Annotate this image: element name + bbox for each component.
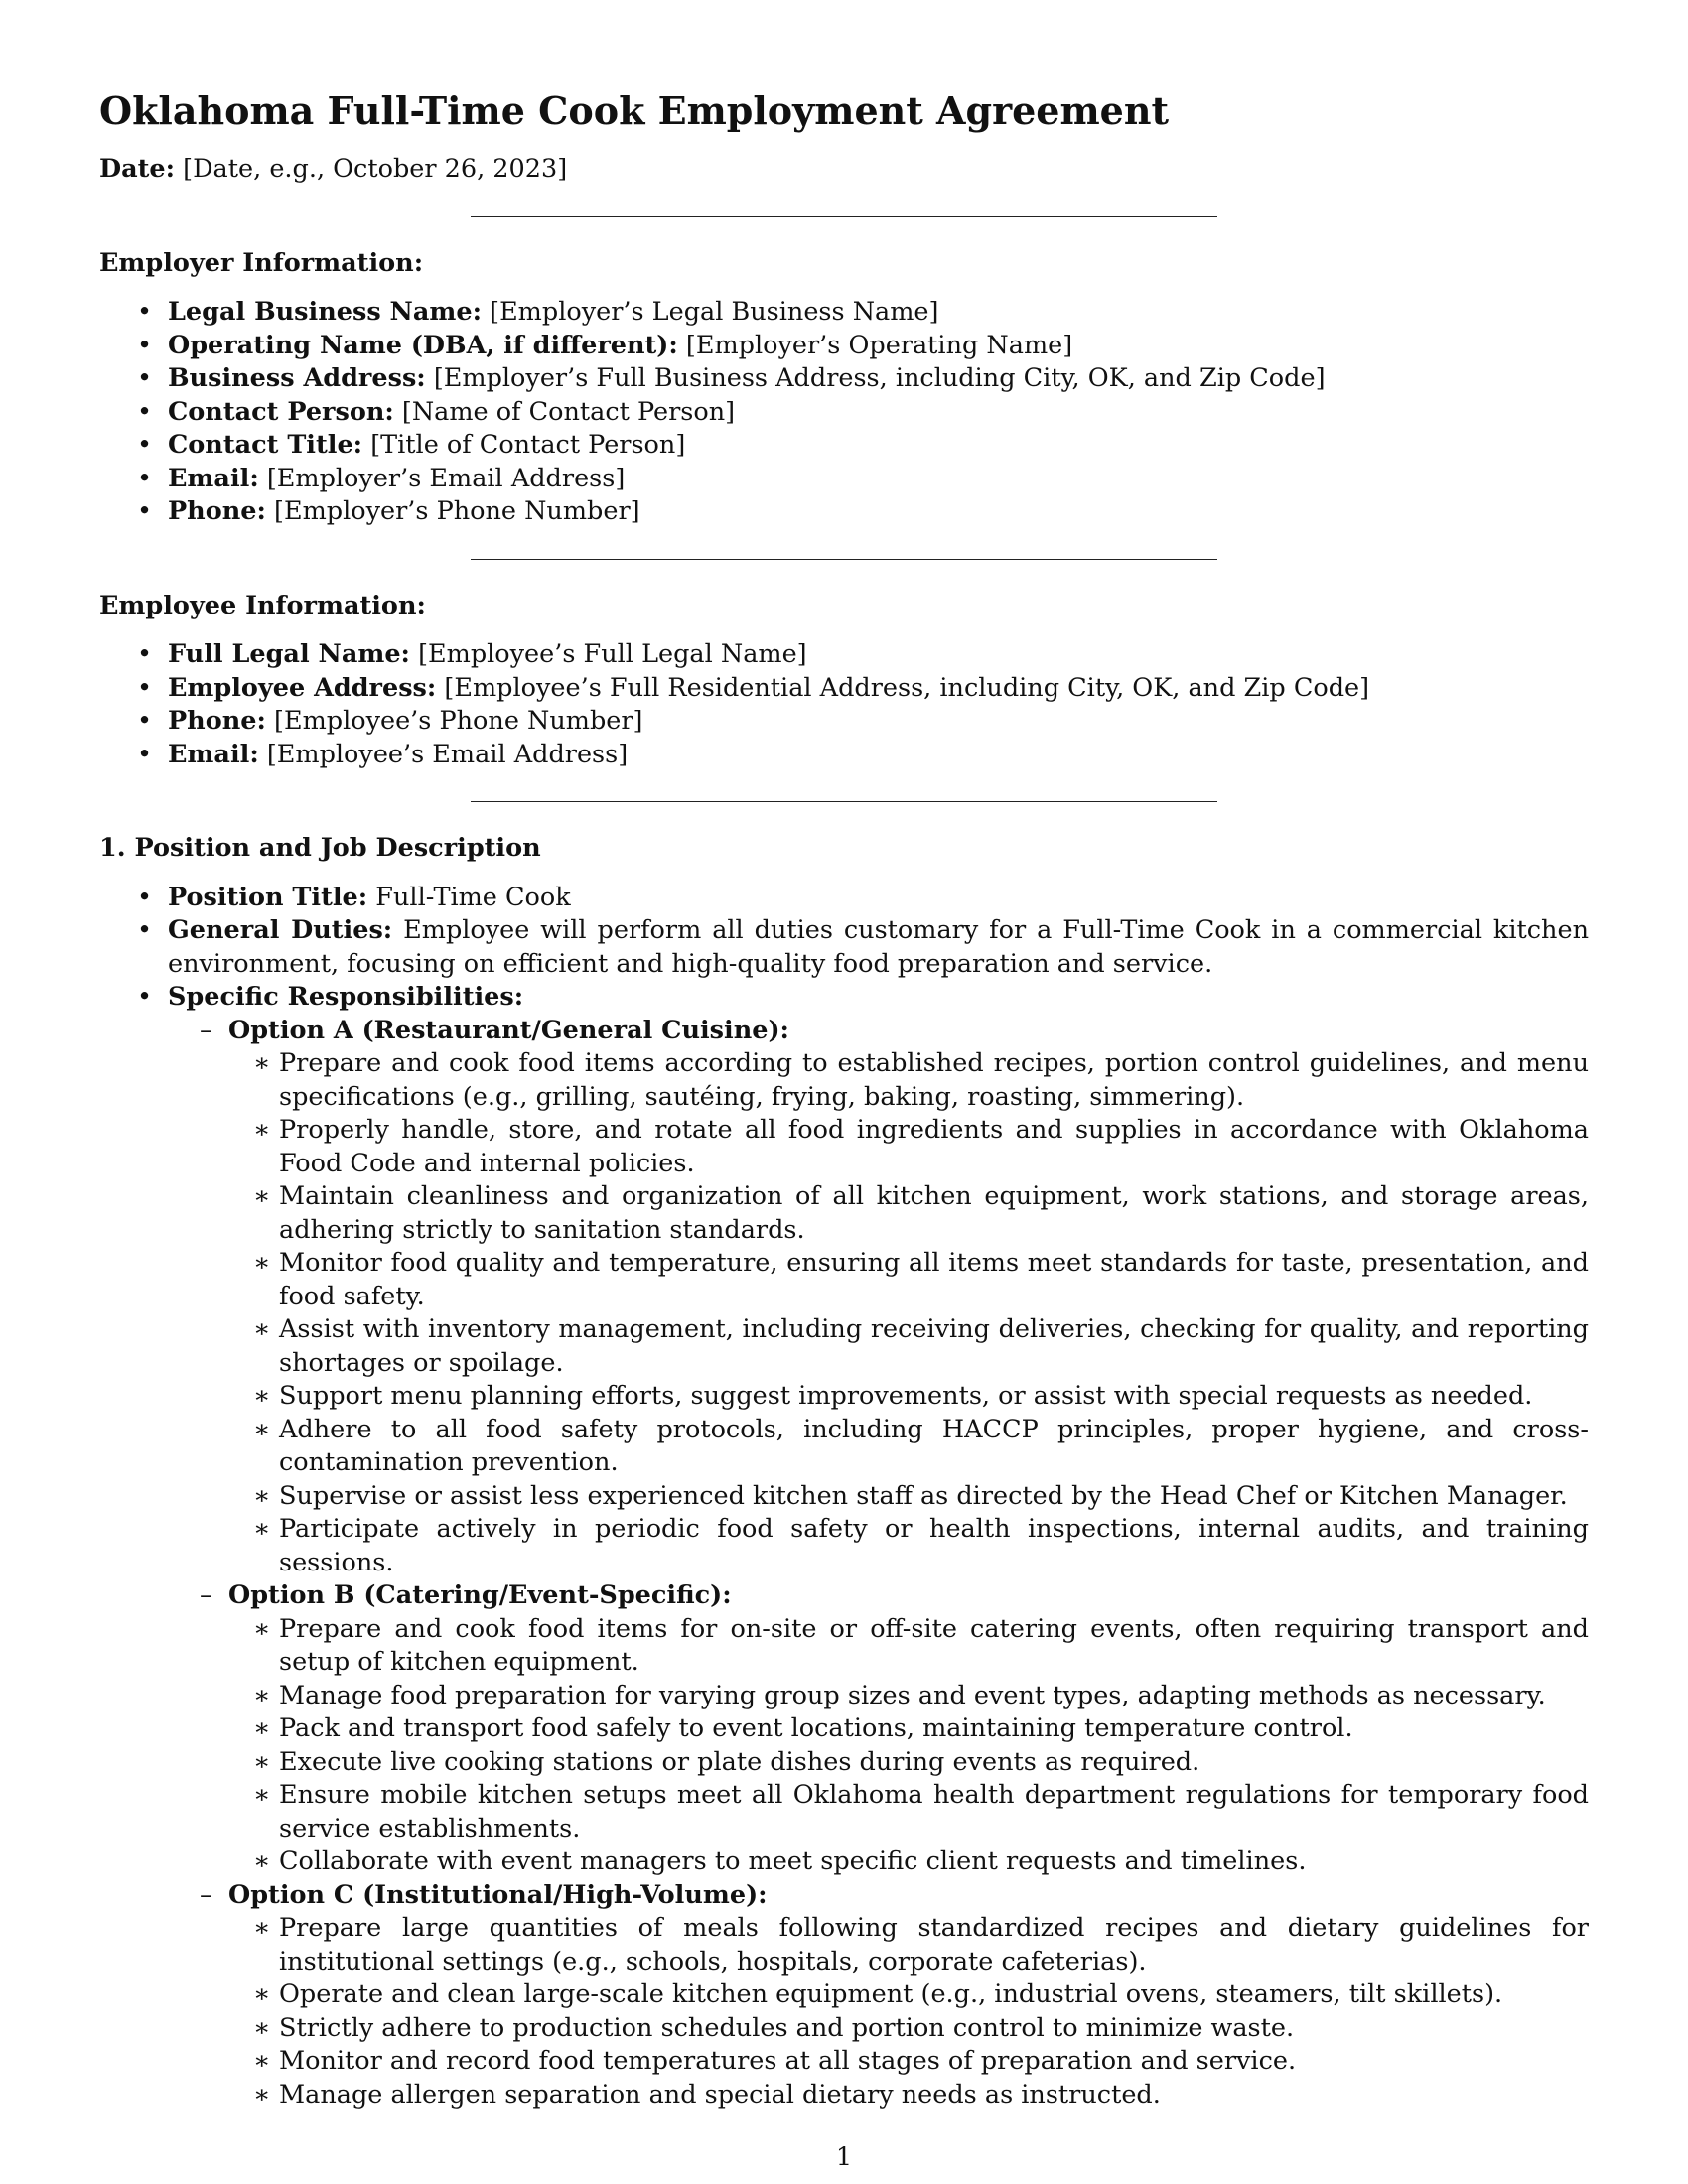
employer-info-list (99, 296, 1589, 529)
field-value: [Employee’s Full Residential Address, including City, OK, and Zip Code] (436, 672, 1370, 703)
field-value: [Employer’s Email Address] (258, 463, 626, 493)
position-title (99, 882, 1589, 915)
option-b (168, 1579, 1589, 1879)
list-item: ∗ Monitor and record food temperatures at all stages of preparation and service. (228, 2045, 1589, 2079)
list-item: ∗ Manage allergen separation and special dietary needs as instructed. (228, 2079, 1589, 2113)
field-label: Phone: (168, 706, 266, 736)
field-label: Position Title: (168, 882, 368, 912)
list-item: ∗ Pack and transport food safely to event locations, maintaining temperature control. (228, 1712, 1589, 1746)
employee-email (99, 739, 1589, 772)
field-label: Contact Person: (168, 396, 394, 427)
list-item: ∗ Prepare and cook food items for on-site or off-site catering events, often requiring transport and setup of kitchen equipment. (228, 1613, 1589, 1680)
employer-contact-title (99, 429, 1589, 463)
employee-address (99, 672, 1589, 706)
list-item: ∗ Properly handle, store, and rotate all food ingredients and supplies in accordance with Oklahoma Food Code and internal policies. (228, 1114, 1589, 1180)
employer-legal-name (99, 296, 1589, 330)
option-label: Option A (Restaurant/General Cuisine): (228, 1015, 789, 1045)
field-label: General Duties: (168, 915, 393, 945)
page-number: 1 (835, 2142, 853, 2172)
section-1-list (99, 882, 1589, 2113)
field-label: Operating Name (DBA, if different): (168, 330, 678, 360)
list-item: ∗ Supervise or assist less experienced kitchen staff as directed by the Head Chef or Kitchen Manager. (228, 1480, 1589, 1514)
employee-phone (99, 705, 1589, 739)
option-label: Option C (Institutional/High-Volume): (228, 1879, 768, 1910)
list-item: ∗ Monitor food quality and temperature, ensuring all items meet standards for taste, presentation, and food safety. (228, 1247, 1589, 1313)
employer-heading: Employer Information: (99, 247, 424, 278)
list-item: ∗ Execute live cooking stations or plate dishes during events as required. (228, 1746, 1589, 1780)
list-item: ∗ Prepare and cook food items according to established recipes, portion control guidelines, and menu specifications (e.g., grilling, sautéing, frying, baking, roasting, simmering). (228, 1047, 1589, 1114)
document-body (99, 87, 1589, 2112)
employee-info-list (99, 638, 1589, 771)
field-label: Full Legal Name: (168, 639, 410, 669)
list-item: ∗ Strictly adhere to production schedules and portion control to minimize waste. (228, 2012, 1589, 2046)
list-item: ∗ Ensure mobile kitchen setups meet all Oklahoma health department regulations for temporary food service establishments. (228, 1779, 1589, 1845)
field-value: [Employee’s Full Legal Name] (409, 639, 807, 669)
list-item: ∗ Collaborate with event managers to meet specific client requests and timelines. (228, 1845, 1589, 1879)
field-value: Employee will perform all duties customary for a Full-Time Cook in a commercial kitchen environment, focusing on efficient and high-quality food preparation and service. (168, 915, 1589, 979)
option-c (168, 1879, 1589, 2113)
field-value: [Employee’s Email Address] (258, 739, 629, 769)
option-label: Option B (Catering/Event-Specific): (228, 1580, 732, 1610)
option-c-items (228, 1912, 1589, 2112)
employer-business-address (99, 362, 1589, 396)
field-label: Specific Responsibilities: (168, 982, 524, 1012)
employee-full-name (99, 638, 1589, 672)
field-value: [Employer’s Legal Business Name] (482, 297, 939, 327)
date-label: Date: (99, 154, 176, 184)
option-b-items (228, 1613, 1589, 1879)
field-label: Contact Title: (168, 430, 363, 460)
field-label: Email: (168, 463, 259, 493)
divider (471, 801, 1217, 802)
employer-email (99, 463, 1589, 496)
list-item: ∗ Assist with inventory management, including receiving deliveries, checking for quality, and reporting shortages or spoilage. (228, 1313, 1589, 1380)
field-value: [Employer’s Full Business Address, including City, OK, and Zip Code] (425, 363, 1326, 393)
field-value: [Name of Contact Person] (393, 396, 736, 427)
employee-heading: Employee Information: (99, 590, 426, 620)
list-item: ∗ Prepare large quantities of meals following standardized recipes and dietary guidelines for institutional settings (e.g., schools, hospitals, corporate cafeterias). (228, 1912, 1589, 1979)
field-label: Business Address: (168, 363, 426, 393)
field-label: Legal Business Name: (168, 297, 483, 327)
divider (471, 559, 1217, 560)
divider (471, 216, 1217, 217)
date-value: [Date, e.g., October 26, 2023] (175, 154, 568, 184)
employer-operating-name (99, 330, 1589, 363)
list-item: ∗ Participate actively in periodic food safety or health inspections, internal audits, and training sessions. (228, 1513, 1589, 1579)
field-value: [Employer’s Operating Name] (677, 330, 1073, 360)
field-label: Phone: (168, 496, 266, 526)
general-duties (99, 914, 1589, 981)
field-value: [Employee’s Phone Number] (265, 706, 643, 736)
document-title: Oklahoma Full-Time Cook Employment Agreement (99, 88, 1170, 133)
field-value: Full-Time Cook (367, 882, 571, 912)
field-label: Employee Address: (168, 672, 437, 703)
option-a (168, 1015, 1589, 1580)
section-1-heading: 1. Position and Job Description (99, 833, 541, 863)
field-value: [Employer’s Phone Number] (265, 496, 640, 526)
list-item: ∗ Maintain cleanliness and organization of all kitchen equipment, work stations, and storage areas, adhering strictly to sanitation standards. (228, 1180, 1589, 1247)
list-item: ∗ Manage food preparation for varying group sizes and event types, adapting methods as necessary. (228, 1680, 1589, 1713)
employer-contact-person (99, 396, 1589, 430)
field-label: Email: (168, 739, 259, 769)
date-line (99, 153, 1589, 187)
specific-responsibilities (99, 981, 1589, 2112)
employer-phone (99, 495, 1589, 529)
list-item: ∗ Adhere to all food safety protocols, including HACCP principles, proper hygiene, and cross-contamination prevention. (228, 1414, 1589, 1480)
list-item: ∗ Support menu planning efforts, suggest improvements, or assist with special requests as needed. (228, 1380, 1589, 1414)
list-item: ∗ Operate and clean large-scale kitchen equipment (e.g., industrial ovens, steamers, tilt skillets). (228, 1979, 1589, 2012)
option-a-items (228, 1047, 1589, 1579)
options-list (168, 1015, 1589, 2113)
field-value: [Title of Contact Person] (362, 430, 686, 460)
